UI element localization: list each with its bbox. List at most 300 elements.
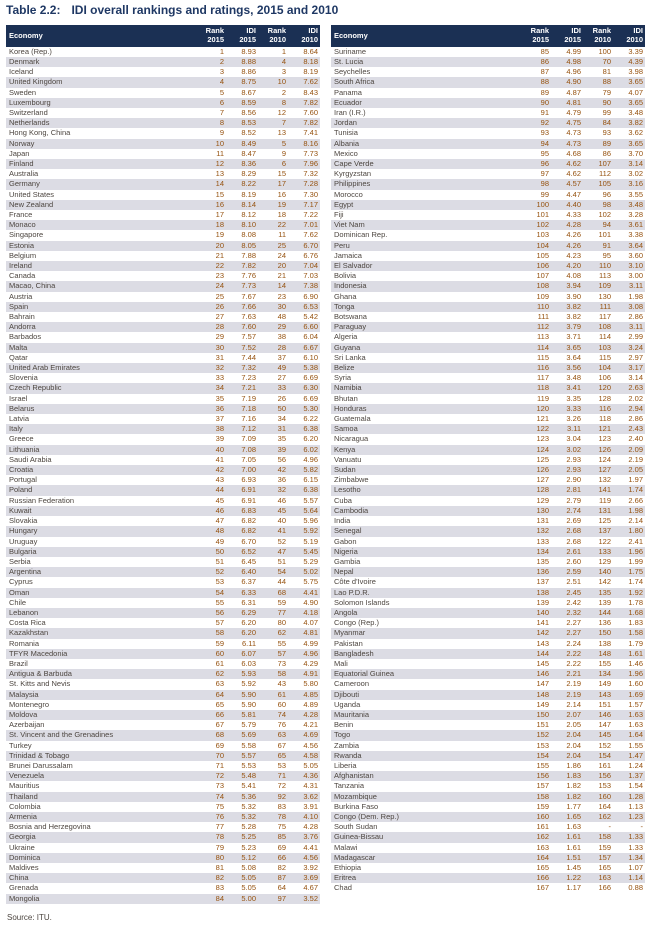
rank-2010-cell: 60	[277, 699, 286, 709]
economy-cell: Cuba	[334, 495, 352, 505]
rank-2010-cell: 142	[598, 577, 611, 587]
table-row	[6, 445, 320, 455]
idi-2015-cell: 4.90	[551, 77, 583, 87]
economy-cell: Iran (I.R.)	[334, 107, 366, 117]
idi-2010-cell: 1.79	[628, 638, 643, 648]
rank-2010-cell: 54	[258, 567, 288, 577]
idi-2015-cell: 6.82	[241, 516, 256, 526]
idi-2010-cell: 5.92	[288, 526, 320, 536]
economy-cell: Ghana	[334, 291, 357, 301]
idi-2010-cell: 6.53	[288, 302, 320, 312]
rank-2015-cell: 151	[536, 720, 549, 730]
idi-2010-cell: 7.22	[303, 210, 318, 219]
rank-2010-cell: 119	[599, 495, 611, 505]
rank-2015-cell: 59	[215, 638, 224, 648]
idi-2010-cell: 2.05	[613, 465, 645, 475]
idi-2010-cell: 3.52	[288, 894, 320, 904]
idi-2010-cell: 7.82	[288, 118, 320, 128]
economy-cell: St. Kitts and Nevis	[9, 679, 71, 689]
rank-2015-cell: 43	[215, 475, 224, 485]
rank-2010-cell: 61	[258, 690, 288, 700]
rank-2015-cell: 119	[537, 393, 549, 403]
rank-2015-cell: 115	[537, 352, 549, 362]
rank-2010-cell: 162	[583, 812, 613, 822]
table-row	[331, 302, 645, 312]
rank-2015-cell: 7	[219, 107, 224, 117]
idi-2015-cell: 2.04	[566, 740, 581, 750]
rank-2015-cell: 23	[215, 271, 224, 281]
rank-2015-cell: 52	[192, 567, 226, 577]
table-row	[331, 230, 645, 240]
rank-2010-cell: 90	[583, 98, 613, 108]
idi-2010-cell: 1.92	[613, 588, 645, 598]
idi-2015-cell: 1.61	[551, 832, 583, 842]
rank-2015-cell: 17	[215, 210, 224, 219]
table-row	[331, 567, 645, 577]
idi-2015-cell: 2.51	[566, 577, 581, 587]
rank-2015-cell: 21	[215, 250, 224, 260]
idi-2010-cell: 4.58	[288, 751, 320, 761]
rank-2015-cell: 33	[215, 373, 224, 383]
idi-2010-cell: 2.97	[628, 352, 643, 362]
rank-2015-cell: 47	[215, 516, 224, 526]
idi-2010-cell: 1.07	[628, 863, 643, 872]
rank-2015-cell: 48	[192, 526, 226, 536]
idi-2015-cell: 1.45	[566, 863, 581, 872]
idi-2015-cell: 2.68	[551, 526, 583, 536]
rank-2010-cell: 133	[583, 547, 613, 557]
rank-2010-cell: 70	[583, 57, 613, 67]
rank-2015-cell: 103	[536, 230, 549, 240]
rank-2010-cell: 102	[598, 210, 611, 219]
idi-2015-cell: 5.28	[241, 822, 256, 832]
idi-2015-cell: 2.45	[551, 588, 583, 598]
economy-cell: Uganda	[334, 699, 361, 709]
rank-2015-cell: 146	[517, 669, 551, 679]
economy-cell: Angola	[331, 608, 517, 618]
idi-2010-cell: 6.90	[303, 291, 318, 301]
table-row	[6, 404, 320, 414]
rank-2015-cell: 164	[517, 853, 551, 863]
rank-2010-cell: 159	[598, 842, 611, 852]
rank-2015-cell: 9	[219, 128, 224, 138]
idi-2010-cell: 4.28	[288, 710, 320, 720]
rank-2015-cell: 28	[192, 322, 226, 332]
rank-2010-cell: 9	[281, 148, 286, 158]
idi-2010-cell: 4.56	[288, 853, 320, 863]
table-row	[6, 353, 320, 363]
rank-2010-cell: 51	[277, 556, 286, 566]
table-row	[331, 822, 645, 832]
rank-2010-cell: 155	[598, 658, 611, 668]
idi-2015-cell: 2.68	[566, 536, 581, 546]
table-row	[331, 271, 645, 281]
rank-2010-cell: 138	[598, 638, 611, 648]
rank-2015-cell: 22	[192, 261, 226, 271]
rank-2015-cell: 106	[517, 261, 551, 271]
table-row	[6, 690, 320, 700]
idi-2010-cell: 1.58	[613, 628, 645, 638]
idi-2015-cell: 6.93	[241, 475, 256, 485]
rank-2010-cell: 75	[277, 822, 286, 832]
rank-2010-cell: 145	[583, 730, 613, 740]
rank-2010-cell: 20	[258, 261, 288, 271]
economy-cell: Mozambique	[331, 792, 517, 802]
economy-cell: Togo	[331, 730, 517, 740]
idi-2015-cell: 4.73	[551, 139, 583, 149]
table-row	[6, 292, 320, 302]
rank-2010-cell: 85	[258, 832, 288, 842]
idi-2015-cell: 8.52	[241, 128, 256, 138]
rank-2015-cell: 19	[215, 230, 224, 240]
rank-2010-cell: 132	[598, 475, 611, 485]
table-row	[331, 47, 645, 57]
rank-2015-cell: 129	[536, 495, 549, 505]
table-row	[331, 465, 645, 475]
rank-2010-cell: 149	[598, 679, 611, 689]
rank-2010-cell: 11	[278, 230, 286, 240]
table-row	[6, 649, 320, 659]
rank-2015-cell: 110	[517, 302, 551, 312]
table-row	[6, 496, 320, 506]
table-row	[331, 618, 645, 628]
idi-2010-cell: 7.62	[303, 230, 318, 240]
rank-2010-cell: 120	[583, 383, 613, 393]
rank-2015-cell: 162	[517, 832, 551, 842]
economy-cell: South Africa	[331, 77, 517, 87]
idi-2010-cell: 5.42	[303, 312, 318, 322]
economy-cell: Uruguay	[9, 536, 38, 546]
idi-2010-cell: 5.57	[303, 495, 318, 505]
economy-cell: Georgia	[6, 832, 192, 842]
idi-2010-cell: 4.39	[613, 57, 645, 67]
table-row	[6, 567, 320, 577]
idi-2010-cell: 3.76	[288, 832, 320, 842]
idi-2010-cell: 6.02	[288, 445, 320, 455]
rank-2010-cell: 131	[583, 506, 613, 516]
rank-2015-cell: 27	[215, 312, 224, 322]
idi-2015-cell: 1.51	[551, 853, 583, 863]
idi-2010-cell: 1.57	[628, 699, 643, 709]
idi-2015-cell: 6.91	[226, 485, 258, 495]
economy-cell: Hungary	[6, 526, 192, 536]
idi-2015-cell: 5.36	[226, 792, 258, 802]
rank-2010-cell: 46	[277, 495, 286, 505]
rank-2015-cell: 44	[192, 485, 226, 495]
table-row	[331, 373, 645, 383]
idi-2010-cell: 5.64	[288, 506, 320, 516]
idi-2015-cell: 4.33	[566, 210, 581, 219]
rank-2015-cell: 65	[215, 699, 224, 709]
idi-2015-cell: 2.27	[566, 618, 581, 628]
rank-2015-cell: 83	[215, 883, 224, 893]
rank-2010-cell: -	[608, 822, 611, 832]
rank-2015-cell: 71	[215, 760, 224, 770]
idi-2010-cell: 3.28	[628, 210, 643, 219]
idi-2010-cell: 3.60	[628, 250, 643, 260]
source-note: Source: ITU.	[7, 912, 52, 922]
economy-cell: Kazakhstan	[6, 628, 192, 638]
rank-2010-cell: 77	[258, 608, 288, 618]
table-row	[6, 332, 320, 342]
rank-2010-cell: 58	[258, 669, 288, 679]
idi-2015-cell: 8.86	[241, 67, 256, 77]
idi-2015-cell: 6.45	[241, 556, 256, 566]
table-row	[6, 322, 320, 332]
table-caption: IDI overall rankings and ratings, 2015 and 2010	[71, 3, 339, 17]
table-row	[331, 67, 645, 77]
table-row	[331, 149, 645, 159]
table-row	[331, 506, 645, 516]
table-row	[6, 57, 320, 67]
idi-2010-cell: 1.80	[613, 526, 645, 536]
rank-2010-cell: 30	[258, 302, 288, 312]
rank-2015-cell: 113	[537, 332, 549, 342]
rank-2010-cell: 6	[258, 159, 288, 169]
table-row	[331, 557, 645, 567]
rank-2010-cell: 16	[277, 189, 286, 199]
table-row	[331, 781, 645, 791]
rank-2010-cell: 76	[277, 720, 286, 730]
table-row	[331, 639, 645, 649]
table-row	[6, 485, 320, 495]
table-row	[331, 628, 645, 638]
idi-2015-cell: 5.53	[241, 760, 256, 770]
table-row	[6, 179, 320, 189]
table-row	[6, 843, 320, 853]
rank-2010-cell: 35	[277, 434, 286, 444]
rank-2015-cell: 24	[192, 281, 226, 291]
idi-2010-cell: 1.99	[628, 556, 643, 566]
rank-2015-cell: 25	[215, 291, 224, 301]
rank-2010-cell: 14	[258, 281, 288, 291]
idi-2015-cell: 5.00	[226, 894, 258, 904]
idi-2010-cell: 2.94	[613, 404, 645, 414]
idi-2015-cell: 7.82	[226, 261, 258, 271]
idi-2010-cell: 4.31	[303, 781, 318, 791]
rank-2015-cell: 80	[192, 853, 226, 863]
rank-2015-cell: 131	[536, 516, 549, 526]
idi-2010-cell: 5.38	[288, 363, 320, 373]
table-row	[6, 210, 320, 220]
idi-2015-cell: 2.04	[551, 730, 583, 740]
economy-cell: Viet Nam	[331, 220, 517, 230]
economy-cell: Lebanon	[6, 608, 192, 618]
economy-cell: Poland	[6, 485, 192, 495]
table-row	[331, 159, 645, 169]
idi-2015-cell: 2.22	[551, 649, 583, 659]
rank-2015-cell: 104	[517, 241, 551, 251]
rank-2015-cell: 86	[517, 57, 551, 67]
rank-2010-cell: 72	[277, 781, 286, 791]
economy-cell: Algeria	[334, 332, 358, 342]
rank-2010-cell: 17	[258, 179, 288, 189]
idi-2015-cell: 2.90	[566, 475, 581, 485]
idi-2015-cell: 2.61	[551, 547, 583, 557]
table-row	[6, 394, 320, 404]
rank-2010-cell: 42	[258, 465, 288, 475]
economy-cell: Chad	[334, 883, 352, 893]
rank-2015-cell: 3	[219, 67, 224, 77]
rank-2015-cell: 35	[215, 393, 224, 403]
rank-2015-cell: 111	[537, 312, 549, 322]
table-row	[6, 251, 320, 261]
idi-2010-cell: 4.99	[303, 638, 318, 648]
rank-2015-cell: 84	[192, 894, 226, 904]
table-row	[6, 230, 320, 240]
table-header	[331, 25, 645, 47]
column-header-idi-2010: IDI 2010	[613, 25, 645, 47]
table-row	[331, 363, 645, 373]
rank-2015-cell: 38	[192, 424, 226, 434]
rank-2010-cell: 164	[598, 801, 611, 811]
rank-2010-cell: 32	[258, 485, 288, 495]
table-row	[6, 761, 320, 771]
table-row	[331, 88, 645, 98]
rank-2015-cell: 91	[540, 107, 549, 117]
table-row	[331, 77, 645, 87]
idi-2015-cell: 2.59	[551, 567, 583, 577]
idi-2015-cell: 2.81	[551, 485, 583, 495]
idi-2010-cell: 4.07	[303, 618, 318, 628]
rank-2015-cell: 157	[536, 781, 549, 791]
rank-2010-cell: 89	[583, 139, 613, 149]
rank-2015-cell: 62	[192, 669, 226, 679]
economy-cell: Bolivia	[334, 271, 357, 281]
economy-cell: Nicaragua	[334, 434, 369, 444]
idi-2010-cell: 6.15	[303, 475, 318, 485]
idi-2015-cell: 4.68	[566, 148, 581, 158]
table-row	[6, 424, 320, 434]
economy-cell: Honduras	[331, 404, 517, 414]
rank-2010-cell: 111	[583, 302, 613, 312]
rank-2010-cell: 52	[277, 536, 286, 546]
rank-2010-cell: 116	[583, 404, 613, 414]
idi-2015-cell: 5.08	[241, 863, 256, 872]
idi-2015-cell: 3.33	[551, 404, 583, 414]
economy-cell: Belgium	[9, 250, 37, 260]
idi-2010-cell: 7.17	[288, 200, 320, 210]
rank-2010-cell: 56	[277, 454, 286, 464]
idi-2010-cell: 8.64	[303, 46, 318, 56]
rank-2015-cell: 1	[219, 46, 224, 56]
rank-2010-cell: 100	[598, 46, 611, 56]
economy-cell: Nigeria	[331, 547, 517, 557]
idi-2010-cell: 4.21	[303, 720, 318, 730]
rank-2010-cell: 152	[598, 740, 611, 750]
economy-cell: Panama	[334, 87, 362, 97]
table-row	[6, 812, 320, 822]
idi-2015-cell: 6.70	[241, 536, 256, 546]
economy-cell: Seychelles	[334, 67, 371, 77]
table-row	[6, 159, 320, 169]
economy-cell: Jamaica	[334, 250, 362, 260]
economy-cell: Belarus	[6, 404, 192, 414]
idi-2010-cell: 1.83	[628, 618, 643, 628]
table-row	[331, 577, 645, 587]
column-header-economy: Economy	[331, 25, 517, 47]
rank-2010-cell: 153	[598, 781, 611, 791]
table-row	[331, 220, 645, 230]
idi-2010-cell: 6.22	[303, 414, 318, 424]
economy-cell: Luxembourg	[6, 98, 192, 108]
rank-2015-cell: 30	[192, 343, 226, 353]
rank-2015-cell: 132	[517, 526, 551, 536]
rank-2015-cell: 29	[215, 332, 224, 342]
table-row	[331, 332, 645, 342]
table-row	[6, 669, 320, 679]
idi-2010-cell: 1.97	[628, 475, 643, 485]
table-row	[331, 434, 645, 444]
rank-2015-cell: 138	[517, 588, 551, 598]
rank-2015-cell: 97	[540, 169, 549, 179]
idi-2010-cell: 1.64	[613, 730, 645, 740]
rank-2015-cell: 108	[517, 281, 551, 291]
rank-2010-cell: 93	[602, 128, 611, 138]
economy-cell: Benin	[334, 720, 354, 730]
economy-cell: Paraguay	[331, 322, 517, 332]
economy-cell: Congo (Rep.)	[334, 618, 380, 628]
table-row	[6, 220, 320, 230]
idi-2010-cell: 3.11	[613, 322, 645, 332]
rank-2010-cell: 140	[583, 567, 613, 577]
table-row	[6, 200, 320, 210]
rank-2015-cell: 152	[517, 730, 551, 740]
rank-2015-cell: 88	[517, 77, 551, 87]
rank-2015-cell: 109	[536, 291, 549, 301]
idi-2010-cell: 1.47	[613, 751, 645, 761]
table-row	[6, 455, 320, 465]
rank-2015-cell: 137	[536, 577, 549, 587]
rank-2015-cell: 82	[192, 873, 226, 883]
table-row	[6, 883, 320, 893]
table-row	[6, 547, 320, 557]
economy-cell: Ireland	[6, 261, 192, 271]
rank-2015-cell: 143	[536, 638, 549, 648]
table-row	[6, 557, 320, 567]
rank-2015-cell: 67	[215, 720, 224, 730]
rank-2015-cell: 139	[536, 597, 549, 607]
idi-2015-cell: 1.86	[566, 760, 581, 770]
economy-cell: Hong Kong, China	[9, 128, 71, 138]
economy-cell: United Arab Emirates	[6, 363, 192, 373]
table-row	[331, 812, 645, 822]
idi-2010-cell: 5.80	[303, 679, 318, 689]
idi-2010-cell: 3.62	[288, 792, 320, 802]
economy-cell: Peru	[331, 241, 517, 251]
rank-2015-cell: 53	[215, 577, 224, 587]
table-row	[6, 618, 320, 628]
idi-2015-cell: 7.73	[226, 281, 258, 291]
idi-2015-cell: 2.42	[566, 597, 581, 607]
economy-cell: Qatar	[9, 352, 28, 362]
economy-cell: Belize	[331, 363, 517, 373]
rank-2010-cell: 151	[598, 699, 611, 709]
column-header-rank-2010: Rank 2010	[258, 25, 288, 47]
table-row	[331, 353, 645, 363]
rank-2015-cell: 100	[517, 200, 551, 210]
rank-2010-cell: 25	[258, 241, 288, 251]
table-row	[6, 302, 320, 312]
economy-cell: Kuwait	[6, 506, 192, 516]
rank-2010-cell: 79	[602, 87, 611, 97]
table-row	[331, 792, 645, 802]
rank-2015-cell: 42	[192, 465, 226, 475]
rank-2010-cell: 141	[583, 485, 613, 495]
idi-2010-cell: 5.45	[288, 547, 320, 557]
idi-2010-cell: 4.85	[288, 690, 320, 700]
idi-2010-cell: -	[640, 822, 643, 832]
